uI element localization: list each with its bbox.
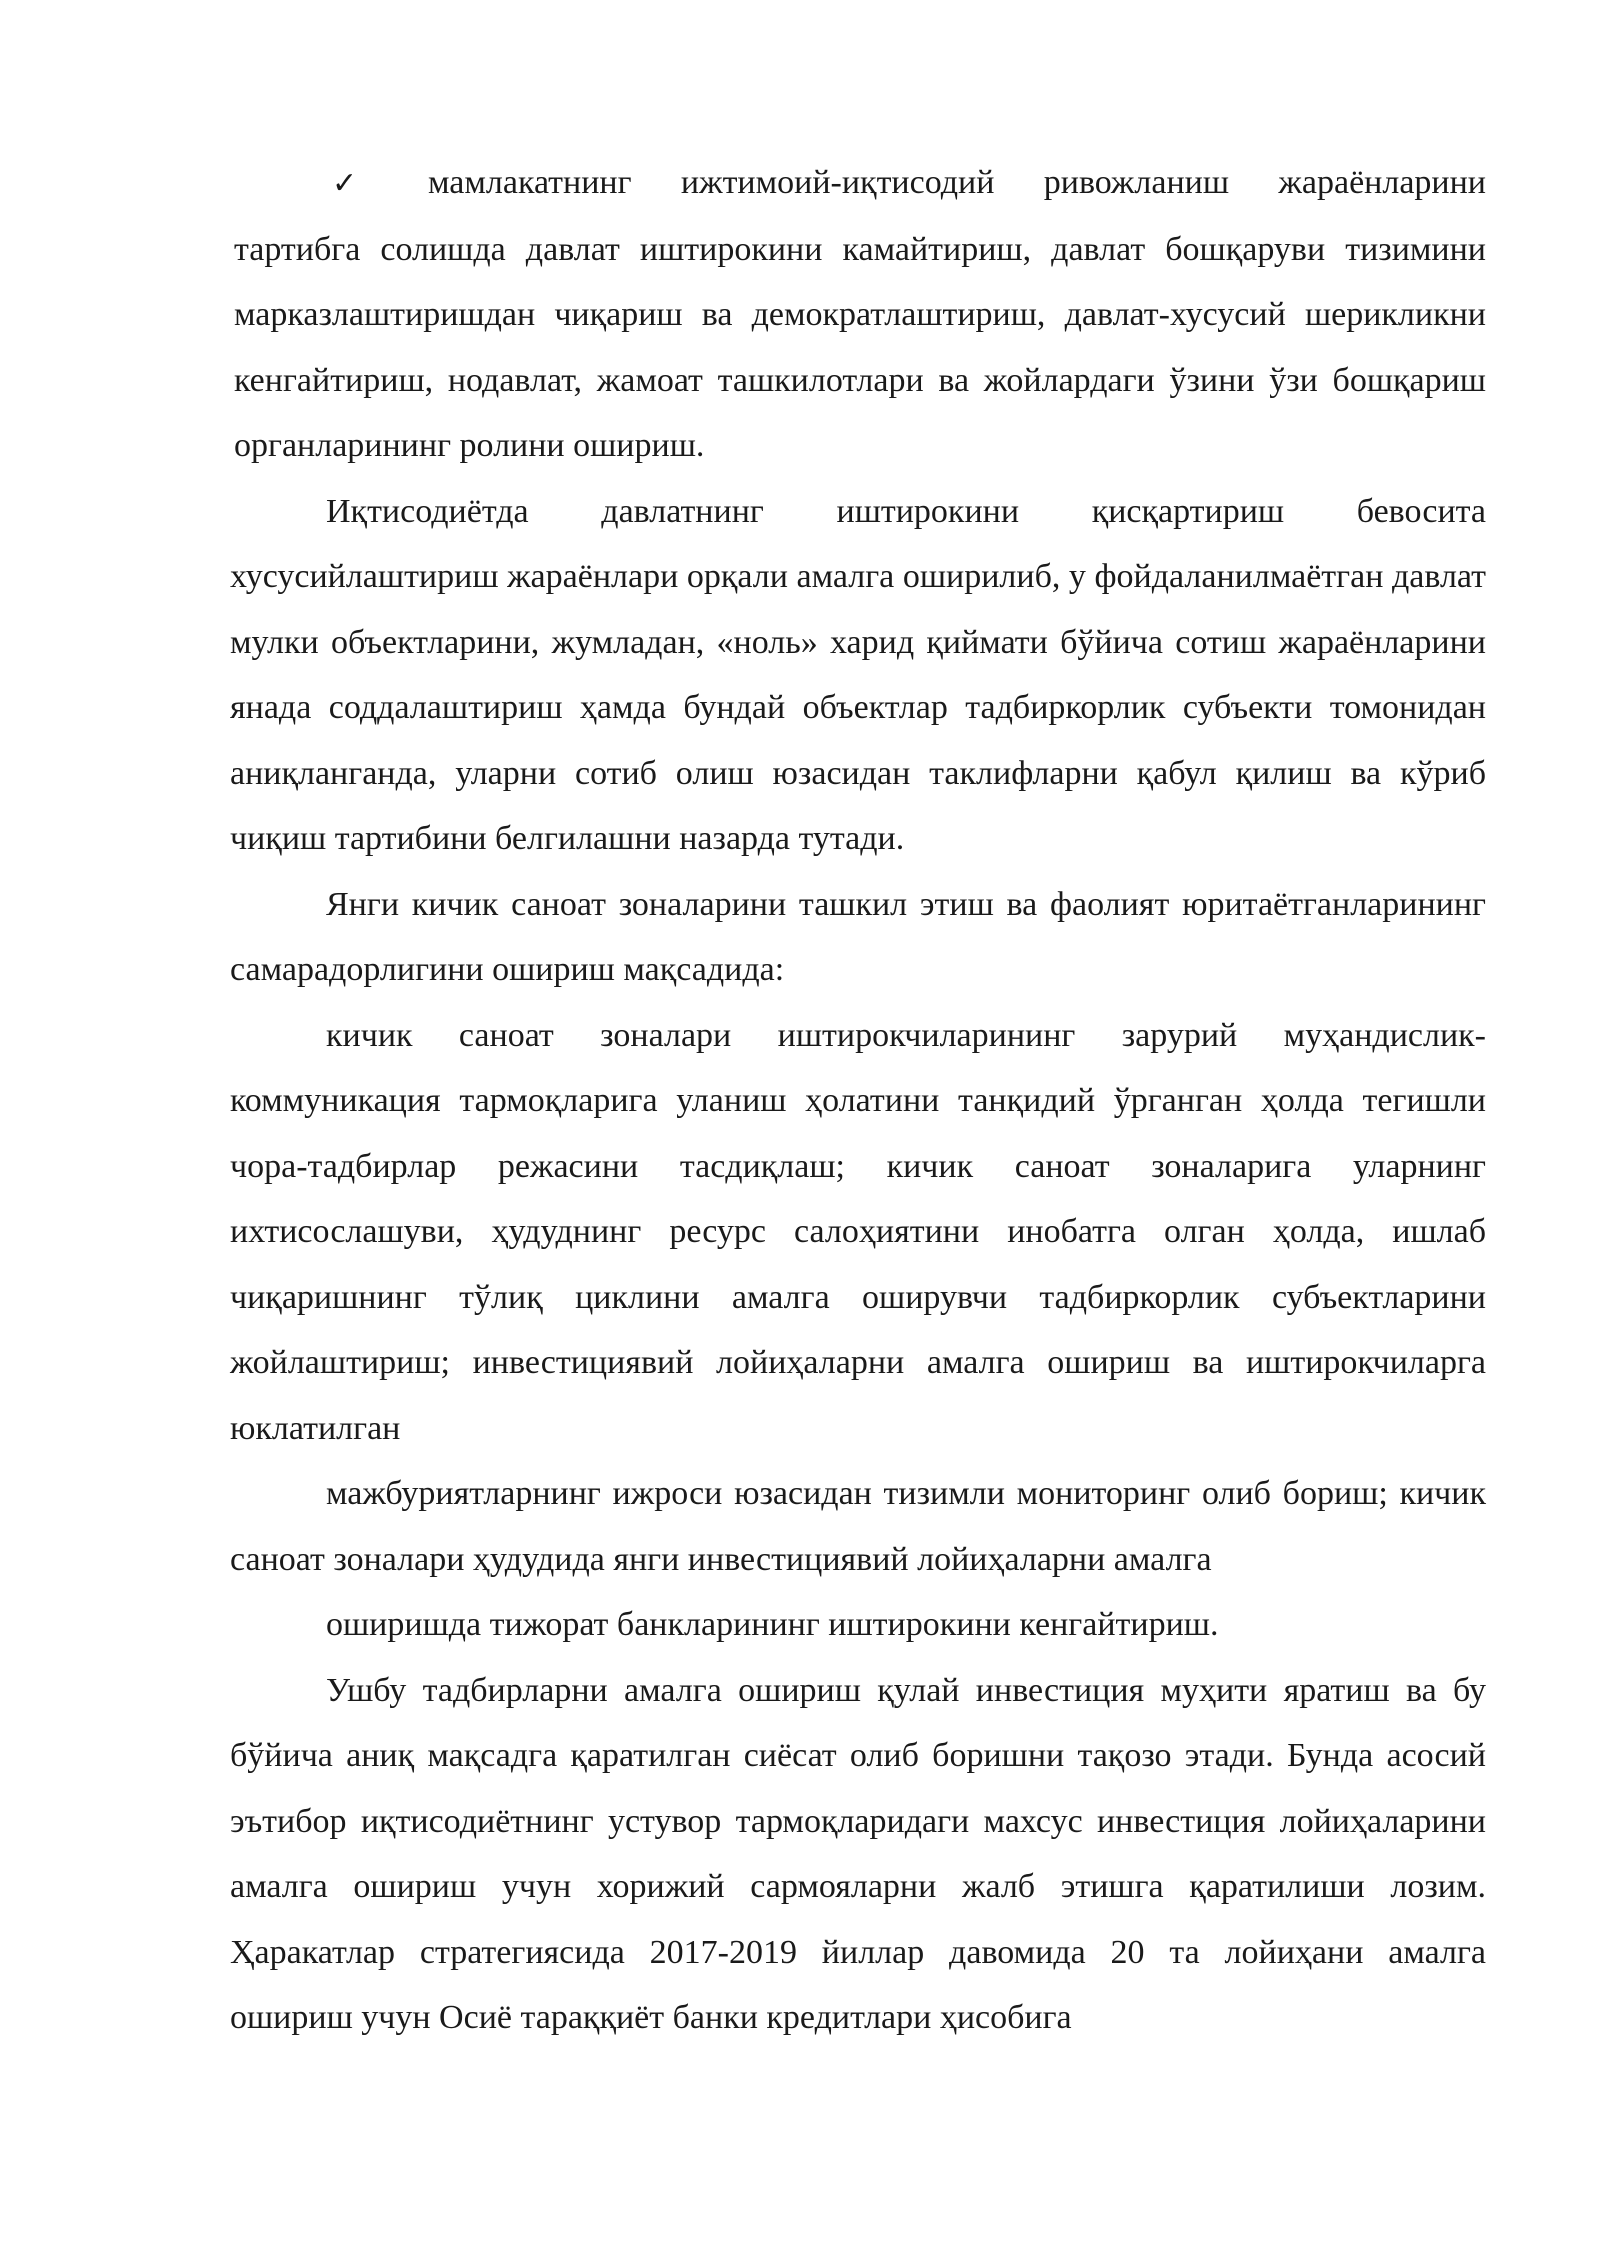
bullet-continuation-text: тартибга солишда давлат иштирокини камайтириш, давлат бошқаруви тизимини марказлаштиришдан чиқариш ва демократлаштириш, давлат-хусусий шерикликни кенгайтириш, нодавлат, жамоат ташкилотлари ва жойлардаги ўзини ўзи бошқариш органларининг ролини ошириш. <box>234 230 1486 464</box>
paragraph-investment-climate: Ушбу тадбирларни амалга ошириш қулай инвестиция муҳити яратиш ва бу бўйича аниқ мақсадга қаратилган сиёсат олиб боришни тақозо этади. Бунда асосий эътибор иқтисодиётнинг устувор тармоқларидаги махсус инвестиция лойиҳаларини амалга ошириш учун хорижий сармояларни жалб этишга қаратилиши лозим. Ҳаракатлар стратегиясида 2017-2019 йиллар давомида 20 та лойиҳани амалга ошириш учун Осиё тараққиёт банки кредитлари ҳисобига <box>230 1671 1486 2036</box>
paragraph-bank-participation: оширишда тижорат банкларининг иштирокини кенгайтириш. <box>326 1606 1219 1643</box>
check-mark-icon: ✓ <box>332 166 358 201</box>
bullet-first-line-text: мамлакатнинг ижтимоий-иқтисодий ривожланиш жараёнларини <box>428 164 1486 201</box>
bullet-list-item <box>230 150 1486 479</box>
paragraph-monitoring: мажбуриятларнинг ижроси юзасидан тизимли мониторинг олиб бориш; кичик саноат зоналари ҳудудида янги инвестициявий лойиҳаларни амалга <box>230 1475 1486 1578</box>
document-body <box>230 150 1486 2051</box>
paragraph-privatization: Иқтисодиётда давлатнинг иштирокини қисқартириш бевосита хусусийлаштириш жараёнлари орқали амалга оширилиб, у фойдаланилмаётган давлат мулки объектларини, жумладан, «ноль» харид қиймати бўйича сотиш жараёнларини янада соддалаштириш ҳамда бундай объектлар тадбиркорлик субъекти томонидан аниқланганда, уларни сотиб олиш юзасидан таклифларни қабул қилиш ва кўриб чиқиш тартибини белгилашни назарда тутади. <box>230 492 1486 857</box>
paragraph-industrial-zones-intro: Янги кичик саноат зоналарини ташкил этиш ва фаолият юритаётганларининг самарадорлигини ошириш мақсадида: <box>230 885 1486 988</box>
bullet-first-line <box>234 150 1486 217</box>
paragraph-industrial-zones-measures: кичик саноат зоналари иштирокчиларининг зарурий муҳандислик-коммуникация тармоқларига уланиш ҳолатини танқидий ўрганган ҳолда тегишли чора-тадбирлар режасини тасдиқлаш; кичик саноат зоналарига уларнинг ихтисослашуви, ҳудуднинг ресурс салоҳиятини инобатга олган ҳолда, ишлаб чиқаришнинг тўлиқ циклини амалга оширувчи тадбиркорлик субъектларини жойлаштириш; инвестициявий лойиҳаларни амалга ошириш ва иштирокчиларга юклатилган <box>230 1016 1486 1447</box>
